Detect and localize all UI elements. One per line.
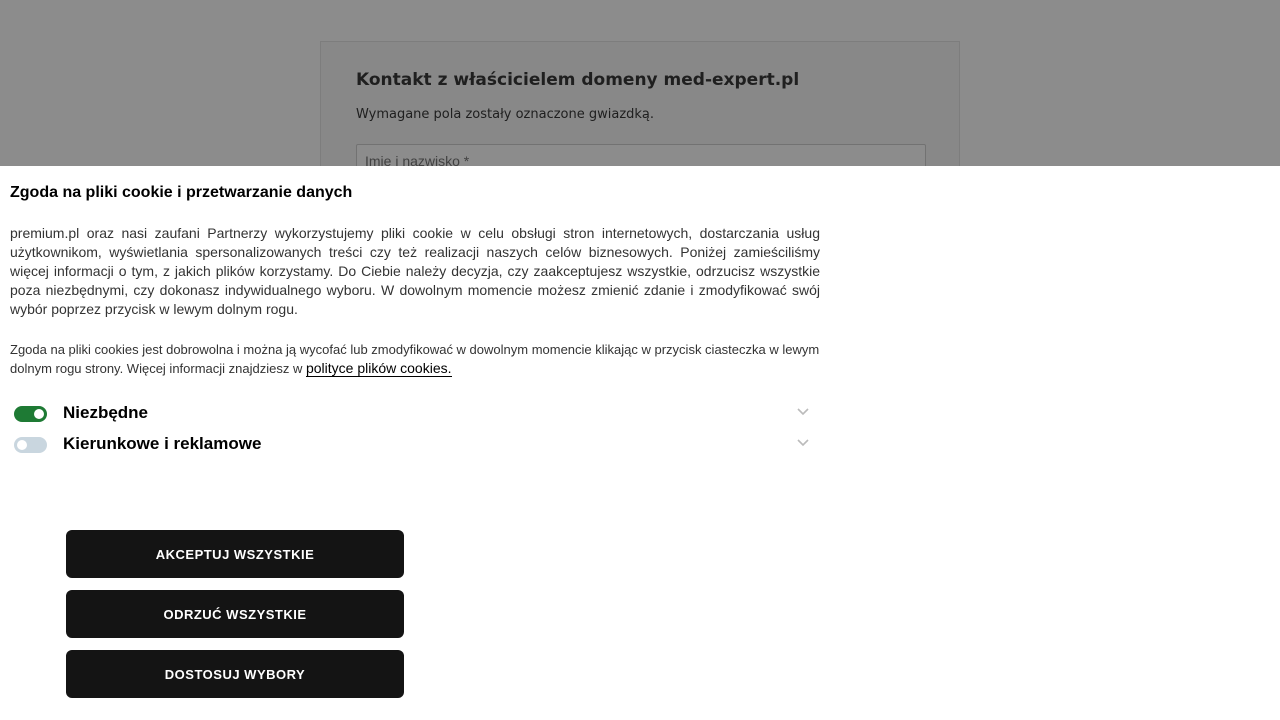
cookie-banner-description: premium.pl oraz nasi zaufani Partnerzy wykorzystujemy pliki cookie w celu obsługi stron internetowych, dostarczania usług użytkownikom, wyświetlania spersonalizowanych treści czy też realizacji naszych celów biznesowych. Poniżej zamieściliśmy więcej informacji o tym, z jakich plików korzystamy. Do Ciebie należy decyzja, czy zaakceptujesz wszystkie, odrzucisz wszystkie poza niezbędnymi, czy dokonasz indywidualnego wyboru. W dowolnym momencie możesz zmienić zdanie i zmodyfikować swój wybór poprzez przycisk w lewym dolnym rogu. (10, 225, 820, 317)
toggle-knob (34, 409, 44, 419)
advertising-toggle[interactable] (14, 437, 47, 453)
chevron-down-icon[interactable] (797, 439, 807, 449)
contact-form-title: Kontakt z właścicielem domeny med-expert.pl (356, 70, 800, 90)
cookie-banner-note (10, 340, 820, 378)
consent-category-advertising[interactable] (14, 433, 814, 457)
cookie-note-text: Zgoda na pliki cookies jest dobrowolna i można ją wycofać lub zmodyfikować w dowolnym momencie klikając w przycisk ciasteczka w lewym dolnym rogu strony. Więcej informacji znajdziesz w (10, 342, 820, 376)
cookie-banner-title: Zgoda na pliki cookie i przetwarzanie danych (10, 184, 353, 201)
customize-choices-button[interactable]: DOSTOSUJ WYBORY (66, 650, 404, 698)
consent-category-label: Kierunkowe i reklamowe (63, 434, 262, 453)
cookie-consent-banner (0, 166, 1280, 720)
accept-all-button[interactable]: AKCEPTUJ WSZYSTKIE (66, 530, 404, 578)
necessary-toggle[interactable] (14, 406, 47, 422)
required-fields-note: Wymagane pola zostały oznaczone gwiazdką. (356, 107, 655, 122)
toggle-knob (17, 440, 27, 450)
chevron-down-icon[interactable] (797, 408, 807, 418)
reject-all-button[interactable]: ODRZUĆ WSZYSTKIE (66, 590, 404, 638)
consent-category-necessary[interactable] (14, 402, 814, 426)
cookie-policy-link[interactable]: polityce plików cookies. (305, 360, 452, 376)
consent-category-label: Niezbędne (63, 403, 149, 422)
